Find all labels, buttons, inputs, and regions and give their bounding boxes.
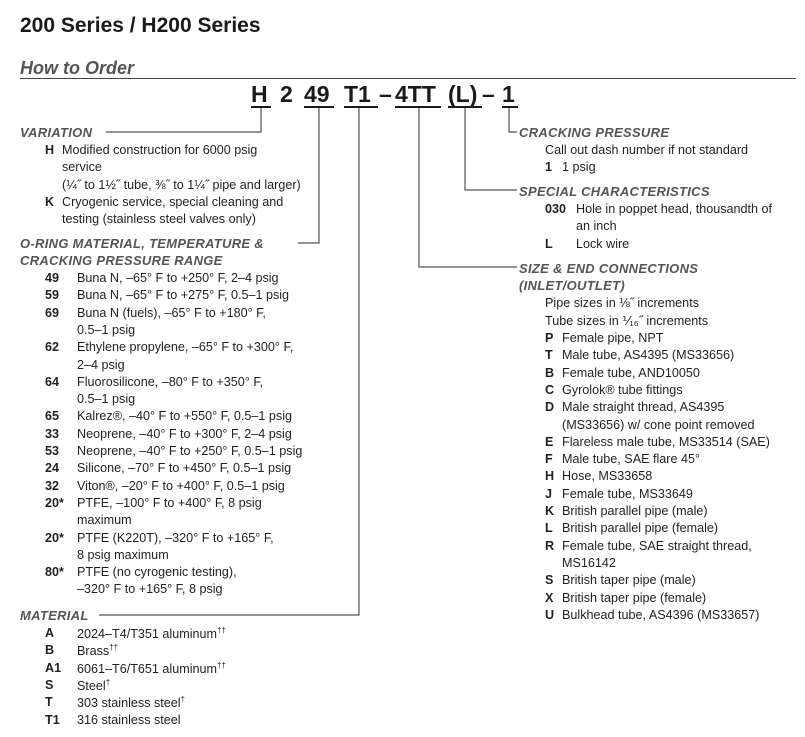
option-code: 030 bbox=[545, 202, 567, 216]
option-description: Male tube, SAE flare 45° bbox=[562, 452, 701, 467]
option-description: service bbox=[62, 160, 102, 175]
option-code: 24 bbox=[45, 461, 60, 476]
option-code: 80* bbox=[45, 565, 64, 580]
order-code-part: 49 bbox=[304, 81, 330, 107]
option-code: L bbox=[545, 236, 553, 251]
option-description: Ethylene propylene, –65° F to +300° F, bbox=[77, 340, 294, 355]
option-description: PTFE (K220T), –320° F to +165° F, bbox=[77, 530, 274, 545]
oring-header: CRACKING PRESSURE RANGE bbox=[20, 253, 223, 268]
option-description: Buna N, –65° F to +250° F, 2–4 psig bbox=[77, 271, 279, 285]
option-description: British parallel pipe (female) bbox=[562, 521, 719, 536]
size-note: Pipe sizes in ⅛˝ increments bbox=[545, 296, 699, 310]
option-description: 1 psig bbox=[562, 160, 596, 174]
option-code: 62 bbox=[45, 340, 60, 355]
option-code: H bbox=[545, 469, 555, 484]
order-code-underline bbox=[344, 106, 378, 108]
option-code: T1 bbox=[45, 712, 60, 727]
leader-oring bbox=[298, 108, 319, 243]
option-code: 64 bbox=[45, 374, 60, 389]
option-description: Bulkhead tube, AS4396 (MS33657) bbox=[562, 607, 760, 622]
option-code: E bbox=[545, 434, 554, 449]
variation-header: VARIATION bbox=[20, 125, 93, 140]
option-description: Female tube, AND10050 bbox=[562, 365, 700, 380]
size-header: (INLET/OUTLET) bbox=[519, 278, 626, 293]
option-description: Male tube, AS4395 (MS33656) bbox=[562, 348, 735, 363]
section-subtitle: How to Order bbox=[20, 58, 135, 78]
option-description: (MS33656) w/ cone point removed bbox=[562, 417, 755, 432]
option-code: X bbox=[545, 590, 554, 605]
option-code: 49 bbox=[45, 271, 60, 285]
option-code: T bbox=[545, 348, 553, 363]
option-description: Buna N (fuels), –65° F to +180° F, bbox=[77, 305, 266, 320]
option-description: 2–4 psig bbox=[77, 357, 125, 372]
option-description: 0.5–1 psig bbox=[77, 322, 136, 337]
option-code: 32 bbox=[45, 478, 60, 493]
order-code-part: (L) bbox=[448, 81, 478, 107]
order-code-part: 1 bbox=[502, 81, 515, 107]
option-description: Modified construction for 6000 psig bbox=[62, 143, 258, 157]
order-code-underline bbox=[448, 106, 482, 108]
option-description: 0.5–1 psig bbox=[77, 392, 136, 407]
option-code: C bbox=[545, 382, 555, 397]
material-header: MATERIAL bbox=[20, 608, 89, 623]
footnote-mark: † bbox=[105, 677, 111, 687]
option-description: 316 stainless steel bbox=[77, 712, 181, 727]
option-description: 2024–T4/T351 aluminum†† bbox=[77, 626, 226, 642]
size-note: Tube sizes in ⅟₁₆˝ increments bbox=[545, 314, 708, 329]
option-description: Male straight thread, AS4395 bbox=[562, 400, 725, 415]
page-title: 200 Series / H200 Series bbox=[20, 14, 261, 37]
special-header: SPECIAL CHARACTERISTICS bbox=[519, 184, 710, 199]
option-description: –320° F to +165° F, 8 psig bbox=[77, 582, 223, 597]
option-description: Female tube, SAE straight thread, bbox=[562, 538, 752, 553]
order-code-underline bbox=[304, 106, 334, 108]
option-code: B bbox=[45, 643, 55, 658]
order-code-underline bbox=[395, 106, 441, 108]
option-description: PTFE, –100° F to +400° F, 8 psig bbox=[77, 495, 262, 510]
option-description: Hole in poppet head, thousandth of bbox=[576, 202, 773, 216]
order-code-part: – bbox=[379, 81, 392, 107]
option-description: Cryogenic service, special cleaning and bbox=[62, 194, 284, 209]
order-code-part: 2 bbox=[280, 81, 293, 107]
option-description: PTFE (no cyrogenic testing), bbox=[77, 565, 237, 580]
option-code: 59 bbox=[45, 288, 60, 303]
option-code: 20* bbox=[45, 530, 64, 545]
oring-header: O-RING MATERIAL, TEMPERATURE & bbox=[20, 236, 264, 251]
option-description: British taper pipe (male) bbox=[562, 573, 696, 588]
order-code-part: – bbox=[482, 81, 495, 107]
option-code: B bbox=[545, 365, 555, 380]
option-description: Female tube, MS33649 bbox=[562, 486, 693, 501]
footnote-mark: †† bbox=[109, 643, 119, 653]
option-code: 53 bbox=[45, 444, 60, 458]
option-code: L bbox=[545, 521, 553, 536]
option-description: Hose, MS33658 bbox=[562, 469, 653, 484]
option-description: British parallel pipe (male) bbox=[562, 504, 708, 518]
option-description: (¼˝ to 1½˝ tube, ⅜˝ to 1¼˝ pipe and larger) bbox=[62, 177, 301, 192]
option-description: MS16142 bbox=[562, 555, 616, 570]
option-description: maximum bbox=[77, 513, 132, 528]
option-code: S bbox=[45, 677, 54, 692]
option-description: Lock wire bbox=[576, 236, 630, 251]
option-code: A bbox=[45, 626, 55, 640]
option-description: Female pipe, NPT bbox=[562, 331, 664, 345]
option-code: 1 bbox=[545, 160, 553, 174]
size-header: SIZE & END CONNECTIONS bbox=[519, 261, 699, 276]
option-code: S bbox=[545, 573, 554, 588]
option-code: D bbox=[545, 400, 555, 415]
leader-size bbox=[419, 108, 517, 267]
order-code-underline bbox=[251, 106, 271, 108]
option-code: K bbox=[45, 194, 55, 209]
option-code: 65 bbox=[45, 409, 60, 424]
option-code: U bbox=[545, 607, 555, 622]
option-description: Kalrez®, –40° F to +550° F, 0.5–1 psig bbox=[77, 409, 293, 424]
footnote-mark: † bbox=[180, 695, 186, 705]
order-code-part: H bbox=[251, 81, 268, 107]
option-description: testing (stainless steel valves only) bbox=[62, 212, 256, 227]
option-code: 20* bbox=[45, 495, 64, 510]
option-description: Neoprene, –40° F to +250° F, 0.5–1 psig bbox=[77, 444, 303, 458]
option-code: 33 bbox=[45, 426, 60, 441]
cracking-note: Call out dash number if not standard bbox=[545, 143, 749, 157]
option-code: P bbox=[545, 331, 554, 345]
option-description: 8 psig maximum bbox=[77, 547, 169, 562]
option-description: Silicone, –70° F to +450° F, 0.5–1 psig bbox=[77, 461, 292, 476]
option-description: Steel† bbox=[77, 677, 111, 694]
option-code: 69 bbox=[45, 305, 60, 320]
option-code: T bbox=[45, 695, 53, 710]
option-description: 6061–T6/T651 aluminum†† bbox=[77, 660, 226, 676]
option-description: Neoprene, –40° F to +300° F, 2–4 psig bbox=[77, 426, 292, 441]
option-description: Brass†† bbox=[77, 643, 119, 659]
option-description: Flareless male tube, MS33514 (SAE) bbox=[562, 434, 770, 449]
option-code: F bbox=[545, 452, 553, 467]
footnote-mark: †† bbox=[217, 626, 226, 635]
option-description: an inch bbox=[576, 219, 617, 234]
option-code: K bbox=[545, 504, 555, 518]
order-code-part: 4TT bbox=[395, 81, 436, 107]
option-description: Buna N, –65° F to +275° F, 0.5–1 psig bbox=[77, 288, 290, 303]
option-code: H bbox=[45, 143, 55, 157]
footnote-mark: †† bbox=[217, 660, 226, 670]
option-code: A1 bbox=[45, 660, 62, 675]
option-description: Fluorosilicone, –80° F to +350° F, bbox=[77, 374, 264, 389]
order-code-part: T1 bbox=[344, 81, 371, 107]
option-description: British taper pipe (female) bbox=[562, 590, 707, 605]
option-description: 303 stainless steel† bbox=[77, 695, 186, 711]
cracking-header: CRACKING PRESSURE bbox=[519, 125, 670, 140]
option-code: R bbox=[545, 538, 555, 553]
option-code: J bbox=[545, 486, 553, 501]
option-description: Gyrolok® tube fittings bbox=[562, 382, 683, 397]
option-description: Viton®, –20° F to +400° F, 0.5–1 psig bbox=[77, 478, 285, 493]
leader-cracking bbox=[509, 108, 517, 132]
leader-variation bbox=[106, 108, 261, 132]
order-code-underline bbox=[502, 106, 518, 108]
